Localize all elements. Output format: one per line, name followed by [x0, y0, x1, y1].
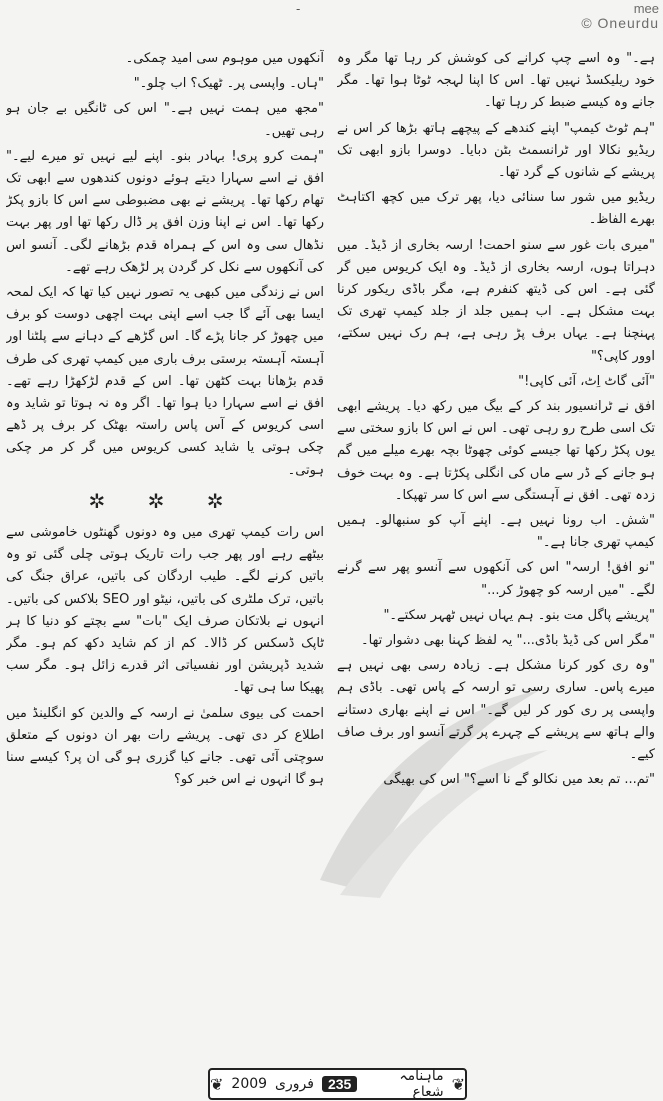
paragraph: "ہاں۔ واپسی پر۔ ٹھیک؟ اب چلو۔": [133, 76, 324, 92]
footer-ornament-icon: ❦: [451, 1074, 465, 1094]
paragraph: "آئی گاٹ اِٹ، آئی کاپی!": [518, 373, 655, 389]
watermark-line-2: © Oneurdu: [581, 15, 659, 31]
issue-year: 2009: [231, 1076, 268, 1092]
watermark-line-1: mee: [633, 1, 659, 16]
footer-ornament-icon: ❦: [210, 1074, 224, 1094]
paragraph: "ہمت کرو پری! بہادر بنو۔ اپنے لیے نہیں تو میرے لیے۔" افق نے اسے سہارا دیتے ہوئے دونوں کندھوں سے ابھی تک تھام رکھا تھا۔ پریشے نے بھی مضبوطی سے اس کا بازو پکڑ رکھا تھا۔ اس نے اپنا وزن افق پر ڈال رکھا تھا اور پھر بہت نڈھال سی وہ اس کے ہمراہ قدم بڑھانے لگی۔ آنسو اس کی آنکھوں سے نکل کر گردن پر لڑھک رہے تھے۔: [6, 148, 324, 275]
paragraph: "پریشے پاگل مت بنو۔ ہم یہاں نہیں ٹھہر سکتے۔": [383, 607, 655, 623]
paragraph: افق نے ٹرانسیور بند کر کے بیگ میں رکھ دیا۔ پریشے ابھی تک اسی طرح رو رہی تھی۔ اس نے اس کا بازو سختی سے یوں پکڑ رکھا تھا جیسے کوئی چھوٹا بچہ بھرے میلے میں گم ہو جانے کے ڈر سے ماں کی انگلی پکڑتا ہے۔ وہ بہت خوف زدہ تھی۔ افق نے آہستگی سے اس کا سر تھپکا۔: [337, 399, 655, 503]
page-number: 235: [322, 1076, 357, 1092]
paragraph: اس رات کیمپ تھری میں وہ دونوں گھنٹوں خاموشی سے بیٹھے رہے اور پھر جب رات تاریک ہوتی چلی گئی تو وہ باتیں کرنے لگے۔ طیب اردگان کی باتیں، عراق جنگ کی باتیں، ترک ملٹری کی باتیں، نیٹو اور SEO بلاکس کی باتیں۔ انہوں نے بلاتکان صرف ایک "بات" سے بچتے کو دنیا کا ہر ٹاپک ڈسکس کر ڈالا۔ کم از کم شاید دکھ کم ہو۔ مگر شدید ڈپریشن اور نفسیاتی اثر قدرے زائل ہو۔ مگر سب پھیکا سا ہی تھا۔: [6, 525, 324, 696]
paragraph: "مگر اس کی ڈیڈ باڈی..." یہ لفظ کہنا بھی دشوار تھا۔: [361, 633, 655, 649]
section-break-stars: ✲ ✲ ✲: [88, 488, 242, 513]
paragraph: "مجھ میں ہمت نہیں ہے۔" اس کی ٹانگیں بے جان ہو رہی تھیں۔: [6, 101, 324, 139]
right-text-column: [337, 48, 655, 1048]
paragraph: "شش۔ اب رونا نہیں ہے۔ اپنے آپ کو سنبھالو۔ ہمیں کیمپ تھری جانا ہے۔": [337, 513, 655, 551]
paragraph: آنکھوں میں موہوم سی امید چمکی۔: [125, 51, 324, 66]
paragraph: "نو افق! ارسہ" اس کی آنکھوں سے آنسو پھر سے گرنے لگے۔ "میں ارسہ کو چھوڑ کر...": [337, 560, 655, 598]
page-footer: [208, 1068, 467, 1100]
paragraph: اس نے زندگی میں کبھی یہ تصور نہیں کیا تھا کہ ایک لمحہ ایسا بھی آئے گا جب اسے اپنی بہت اچھی دوست کو برف میں چھوڑ کر جانا پڑے گا۔ اس گڑھے کے دہانے سے پلٹنا اور آہستہ آہستہ برستی برف باری میں کیمپ تھری کی طرف قدم بڑھانا بہت کٹھن تھا۔ اس کے قدم لڑکھڑا رہے تھے۔ افق نے اسے سہارا دیا ہوا تھا۔ اگر وہ نہ ہوتا تو شاید وہ اسی کریوس کے آس پاس راستہ بھٹک کر برف پر ڈھے چکی ہوتی یا شاید کسی کریوس میں گر کر مر چکی ہوتی۔: [6, 285, 324, 478]
paragraph: ریڈیو میں شور سا سنائی دیا، پھر ترک میں کچھ اکتاہٹ بھرے الفاظ۔: [337, 190, 655, 228]
left-text-column: [6, 48, 324, 1048]
magazine-name: ماہنامہ شعاع: [399, 1068, 444, 1100]
paragraph: "وہ ری کور کرنا مشکل ہے۔ زیادہ رسی بھی نہیں ہے میرے پاس۔ ساری رسی تو ارسہ کے پاس تھی۔ باڈی ہم واپسی پر ری کور کر لیں گے۔" اس نے اپنے بھاری دستانے والے ہاتھ سے پریشے کے چہرے پر گرتے آنسو اور برف صاف کیے۔: [337, 658, 655, 763]
paragraph: ہے۔" وہ اسے چپ کرانے کی کوشش کر رہا تھا مگر وہ خود ریلیکسڈ نہیں تھا۔ اس کا اپنا لہجہ ٹوٹا ہوا تھا۔ مگر جانے وہ کیسے ضبط کر رہا تھا۔: [337, 51, 655, 111]
paragraph: "میری بات غور سے سنو احمت! ارسہ بخاری از ڈیڈ۔ میں دہراتا ہوں، ارسہ بخاری از ڈیڈ۔ وہ ایک کریوس میں گر گئی ہے۔ اس کی ڈیتھ کنفرم ہے، مگر باڈی ریکور کرنا بہت مشکل ہے۔ اب ہمیں جلد از جلد کیمپ تھری تک پہنچنا ہے۔ یہاں برف پڑ رہی ہے، ہم رک نہیں سکتے، اوور کاپی؟": [337, 237, 655, 364]
top-mark: -: [296, 2, 301, 16]
paragraph: "تم... تم بعد میں نکالو گے نا اسے؟" اس کی بھیگی: [383, 772, 655, 788]
issue-month: فروری: [275, 1076, 314, 1092]
paragraph: "ہم ٹوٹ کیمپ" اپنے کندھے کے پیچھے ہاتھ بڑھا کر اس نے ریڈیو نکالا اور ٹرانسمٹ بٹن دبایا۔ دوسرا بازو ابھی تک پریشے کے شانوں کے گرد تھا۔: [337, 120, 655, 181]
watermark: [559, 2, 659, 30]
paragraph: احمت کی بیوی سلمیٰ نے ارسہ کے والدین کو انگلینڈ میں اطلاع کر دی تھی۔ پریشے رات بھر ان دونوں کے متعلق سوچتی آئی تھی۔ جانے کیا گزری ہو گی ان پر؟ کیسے سنا ہو گا انہوں نے اس خبر کو؟: [6, 705, 324, 788]
